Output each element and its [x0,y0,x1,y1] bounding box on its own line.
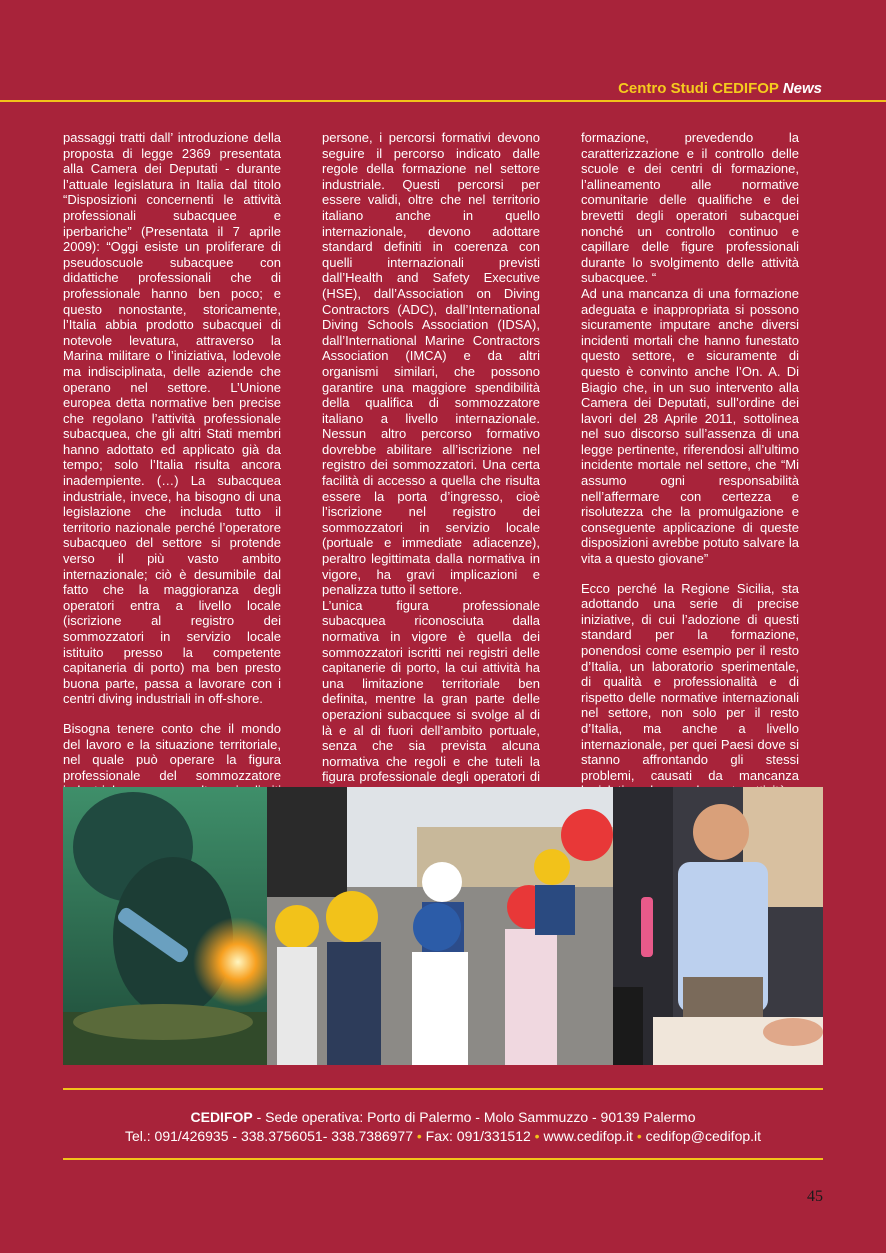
footer-address [63,1109,823,1125]
photo-children-hardhats [267,787,613,1065]
text-column-3 [581,130,799,815]
text-column-2 [322,130,540,847]
paragraph: persone, i percorsi formativi devono seguire il percorso indicato dalle regole della formazione nel settore industriale. Questi percorsi per essere validi, oltre che nel territorio italiano anche in quello internazionale, devono adottare standard definiti in coerenza con quelli internazionali previsti dall’Health and Safety Executive (HSE), dall’Association on Diving Contractors (ADC), dall’International Diving Schools Association (IDSA), dall’International Marine Contractors Association (IMCA) e da altri organismi similari, che possono garantire una maggiore spendibilità della qualifica di sommozzatore italiano a livello internazionale. Nessun altro percorso formativo dovrebbe abilitare all’iscrizione nel registro dei sommozzatori. Una certa facilità di accesso a quella che risulta essere la porta d’ingresso, cioè l’iscrizione nel registro dei sommozzatori in servizio locale (portuale e immediate adiacenze), peraltro legittimata dalla normativa in vigore, ha gravi implicazioni e penalizza tutto il settore. [322,130,540,598]
paragraph: L’unica figura professionale subacquea riconosciuta dalla normativa in vigore è quella dei sommozzatori iscritti nei registri delle capitanerie di porto, la cui attività ha una limitazione territoriale ben definita, mentre la gran parte delle operazioni subacquee si svolge al di là e al di fuori dell’ambito portuale, senza che sia prevista alcuna normativa che regoli e che tuteli la figura professionale degli operatori di [322,597,540,785]
header-brand-suffix: News [782,80,822,97]
footer-rule-top [63,1088,823,1090]
photo-diver-welding [63,787,267,1065]
text-column-1 [63,130,281,846]
bullet: • [636,1128,642,1144]
header-rule [0,100,886,102]
photo-strip [63,787,823,1065]
footer-contacts [63,1128,823,1144]
footer-org: CEDIFOP [190,1109,253,1125]
paragraph: Ecco perché la Regione Sicilia, sta adottando una serie di precise iniziative, di cui l’adozione di questi standard per la formazione, ponendosi come esempio per il resto d’Italia, un laboratorio sperimentale, di qualità e professionalità e di rispetto delle normative internazionali nel settore, non solo per il resto d’Italia, ma anche a livello internazionale, per quei Paesi dove si stanno affrontando gli stessi problemi, causati da mancanza [581,580,799,783]
page-number: 45 [807,1188,823,1205]
paragraph: passaggi tratti dall’ introduzione della proposta di legge 2369 presentata alla Camera dei Deputati - durante l’attuale legislatura in Italia dal titolo “Disposizioni concernenti le attività professionali subacquee e iperbariche” (Presentata il 7 aprile 2009): “Oggi esiste un proliferare di pseudoscuole subacquee con didattiche professionali che di professionale hanno ben poco; e questo nonostante, storicamente, l’Italia abbia prodotto subacquei di notevole levatura, attraverso la Marina militare o l’iniziativa, lodevole ma indisciplinata, delle aziende che operano nel settore. L’Unione europea detta normative ben precise che regolano l’attività professionale subacquea, che gli altri Stati membri hanno adottato ed applicato già da tempo; solo l’Italia risulta ancora inadempiente. (…) La subacquea industriale, invece, ha bisogno di una legislazione che includa tutto il territorio nazionale perché l’operatore subacqueo del settore si protende verso il più vasto ambito internazionale; ciò è desumibile dal fatto che la maggioranza degli operatori entra a livello locale (iscrizione al registro dei sommozzatori in servizio locale istituito presso la competente capitaneria di porto) ma ben presto buona parte, passa a lavorare con i centri diving industriali in off-shore. [63,130,281,707]
photo-instructor-training [613,787,823,1065]
bullet: • [416,1128,422,1144]
footer-web-link[interactable]: www.cedifop.it [539,1128,637,1144]
paragraph: Bisogna tenere conto che il mondo del lavoro e la situazione territoriale, nel quale può operare la figura professionale del sommozzatore [63,720,281,783]
footer-fax: Fax: 091/331512 [421,1128,535,1144]
header-brand: Centro Studi CEDIFOP News [618,80,822,97]
paragraph: Ad una mancanza di una formazione adeguata e inappropriata si possono sicuramente imputare anche diversi incidenti mortali che hanno funestato questo settore, e sicuramente di questo è convinto anche l’On. A. Di Biagio che, in un suo intervento alla Camera dei Deputati, sull’ordine dei lavori del 28 Aprile 2011, sottolinea nel suo discorso sull’assenza di una legge pertinente, riferendosi all’ultimo incidente mortale nel settore, che “Mi assumo ogni responsabilità nell’affermare con certezza e risolutezza che la promulgazione e conseguente applicazione di queste disposizioni avrebbe potuto salvare la vita a questo giovane” [581,285,799,567]
paragraph: formazione, prevedendo la caratterizzazione e il controllo delle scuole e dei centri di formazione, l’allineamento alle normative comunitarie delle qualifiche e dei brevetti degli operatori subacquei nonché un controllo continuo e capillare delle figure professionali durante lo svolgimento delle attività subacquee. “ [581,130,799,286]
footer-tel: Tel.: 091/426935 - 338.3756051- 338.7386977 [124,1128,417,1144]
footer-address-text: - Sede operativa: Porto di Palermo - Molo Sammuzzo - 90139 Palermo [252,1109,696,1125]
footer-email-link[interactable]: cedifop@cedifop.it [641,1128,762,1144]
footer-rule-bottom [63,1158,823,1160]
bullet: • [534,1128,540,1144]
